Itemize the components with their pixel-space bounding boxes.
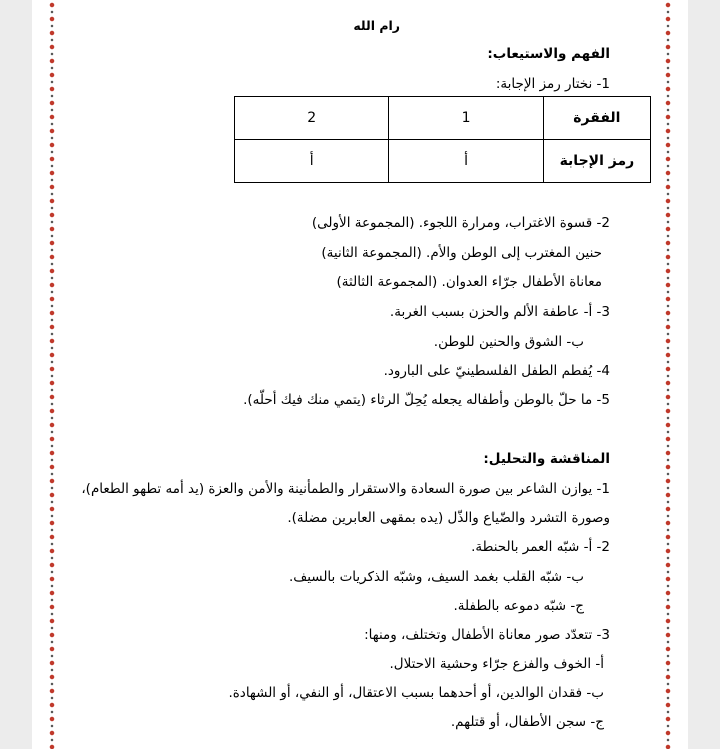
section-heading-comprehension: الفهم والاستيعاب: bbox=[487, 46, 610, 62]
discussion-q2-option-c: ج- شبّه دموعه بالطفلة. bbox=[453, 598, 584, 614]
decorative-border-left bbox=[46, 0, 58, 749]
question-5: 5- ما حلّ بالوطن وأطفاله يجعله يُحِلّ الرثاء (يتمي منك فيك أحلّه). bbox=[243, 392, 610, 408]
discussion-q3-intro: 3- تتعدّد صور معاناة الأطفال وتختلف، ومنها: bbox=[364, 627, 610, 643]
question-1-prompt: 1- نختار رمز الإجابة: bbox=[495, 76, 610, 92]
discussion-q3-option-a: أ- الخوف والفزع جرّاء وحشية الاحتلال. bbox=[389, 656, 604, 672]
discussion-q2-option-a: 2- أ- شبّه العمر بالحنطة. bbox=[471, 539, 610, 555]
discussion-q1-line-1: 1- يوازن الشاعر بين صورة السعادة والاستقرار والطمأنينة والأمن والعزة (يد أمه تطهو الطعام)، bbox=[81, 481, 610, 497]
discussion-q1-line-2: وصورة التشرد والضّياع والذّل (يده بمقهى العابرين مضلة). bbox=[287, 510, 610, 526]
table-cell-para-2: 2 bbox=[235, 97, 389, 140]
table-cell-para-1: 1 bbox=[389, 97, 543, 140]
question-3-option-b: ب- الشوق والحنين للوطن. bbox=[433, 334, 584, 350]
question-2-line-1: 2- قسوة الاغتراب، ومرارة اللجوء. (المجموعة الأولى) bbox=[311, 215, 610, 231]
section-heading-discussion: المناقشة والتحليل: bbox=[483, 451, 610, 467]
discussion-q3-option-c: ج- سجن الأطفال، أو قتلهم. bbox=[450, 714, 604, 730]
discussion-q2-option-b: ب- شبّه القلب بغمد السيف، وشبّه الذكريات بالسيف. bbox=[288, 569, 584, 585]
question-2-line-3: معاناة الأطفال جرّاء العدوان. (المجموعة الثالثة) bbox=[336, 274, 602, 290]
table-header-answer: رمز الإجابة bbox=[543, 140, 650, 183]
discussion-q3-option-b: ب- فقدان الوالدين، أو أحدهما بسبب الاعتقال، أو النفي، أو الشهادة. bbox=[228, 685, 604, 701]
decorative-border-right bbox=[662, 0, 674, 749]
question-3-option-a: 3- أ- عاطفة الألم والحزن بسبب الغربة. bbox=[389, 304, 610, 320]
question-4: 4- يُفطم الطفل الفلسطينيّ على البارود. bbox=[383, 363, 610, 379]
table-cell-answer-1: أ bbox=[389, 140, 543, 183]
table-cell-answer-2: أ bbox=[235, 140, 389, 183]
question-2-line-2: حنين المغترب إلى الوطن والأم. (المجموعة الثانية) bbox=[321, 245, 602, 261]
page-title: رام الله bbox=[353, 18, 400, 33]
answer-table bbox=[234, 96, 651, 183]
table-header-paragraph: الفقرة bbox=[543, 97, 650, 140]
document-content bbox=[70, 0, 650, 749]
